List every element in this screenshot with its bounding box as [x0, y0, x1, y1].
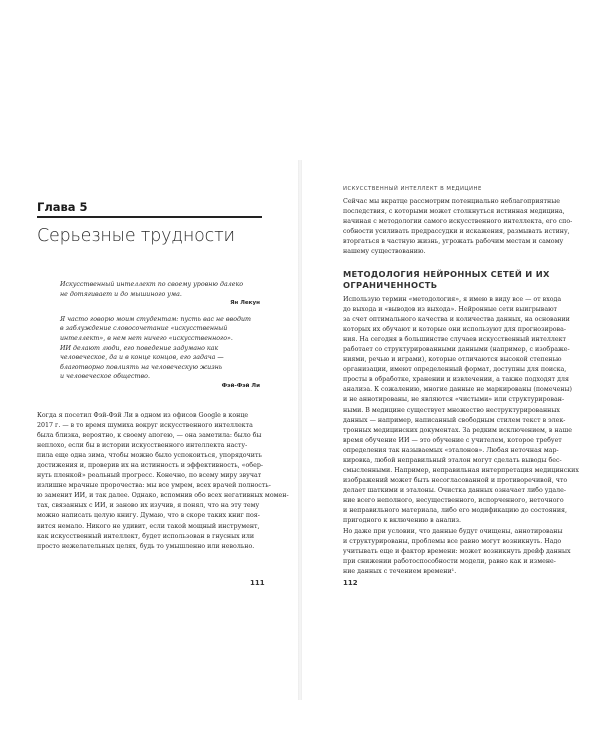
section-heading — [343, 269, 550, 291]
text-line: время обучение ИИ — это обучение с учителем, которое требует — [343, 436, 562, 444]
text-line: достижения и, проверив их на истинность и эффективность, «обер- — [37, 462, 263, 470]
text-line: за счет оптимального качества и количества данных, на основании — [343, 316, 570, 324]
text-line: как искусственный интеллект, будет использован в гнусных или — [37, 532, 255, 540]
text-line: последствия, с которыми может столкнуться истинная медицина, — [343, 208, 565, 216]
text-line: Когда я посетил Фэй-Фэй Ли в одном из офисов Google в конце — [37, 412, 249, 419]
epigraph-line: Я часто говорю моим студентам: пусть вас не вводит — [60, 315, 252, 323]
text-line: вторгаться в частную жизнь, угрожать рабочим местам и самому — [343, 238, 564, 246]
right-body-paragraph — [343, 295, 579, 526]
epigraph-author-2: Фэй-Фэй Ли — [221, 382, 260, 389]
text-line: тах, связанных с ИИ, и заново их изучив, я понял, что на эту тему — [37, 502, 260, 510]
text-line: тронных медицинских документах. За редким исключением, в наше — [343, 426, 573, 434]
epigraph-author-1: Ян Лекун — [230, 300, 260, 307]
text-line: пригодного к включению в анализ. — [343, 517, 462, 525]
text-line: 2017 г. — в то время шумиха вокруг искусственного интеллекта — [37, 422, 253, 430]
left-body-paragraph — [37, 411, 289, 552]
text-line: была близка, вероятно, к своему апогею, — она заметила: было бы — [37, 432, 262, 440]
text-line: ние всего неполного, несущественного, испорченного, неточного — [343, 496, 564, 504]
text-line: просто нежелательных целях, будь то умышленно или невольно. — [37, 542, 255, 550]
epigraph-quote-2 — [60, 315, 260, 382]
text-line: ниями, речью и играми), которые отличаются высокой степенью — [343, 356, 562, 364]
epigraph-line: и человеческое общество. — [60, 373, 150, 381]
text-line: изображений может быть несогласованной и противоречивой, что — [343, 476, 568, 484]
text-line: пила еще одна зима, чтобы можно было успокоиться, упорядочить — [37, 452, 262, 460]
text-line: начиная с методологии самого искусственного интеллекта, его спо- — [343, 218, 573, 226]
text-line: смысленными. Например, неправильная интерпретация медицинских — [343, 466, 579, 474]
text-line: нашему существованию. — [343, 248, 426, 256]
text-line: нуть пленкой» реальный прогресс. Конечно, по всему миру звучат — [37, 472, 262, 480]
chapter-title: Серьезные трудности — [37, 226, 235, 246]
text-line: ными. В медицине существует множество неструктурированных — [343, 406, 560, 414]
epigraph-line: человеческое, да и в конце концов, его задача — — [60, 354, 224, 362]
text-line: излишне мрачные пророчества: мы все умрем, всех врачей полность- — [37, 482, 271, 490]
text-line: собности усиливать предрассудки и искажения, размывать истину, — [343, 228, 570, 236]
epigraph-line: Искусственный интеллект по своему уровню далеко — [60, 281, 244, 288]
text-line: вится немало. Никого не удивит, если такой мощный инструмент, — [37, 522, 260, 530]
text-line: анализа. К сожалению, многие данные не маркированы (помечены) — [343, 386, 573, 394]
epigraph-line: ИИ делают люди, его поведение задумано как — [60, 344, 219, 352]
text-line: при снижении работоспособности модели, равно как и измене- — [343, 558, 556, 566]
epigraph-quote-1 — [60, 280, 260, 299]
epigraph-line: интеллект», в нем нет ничего «искусственного». — [60, 334, 233, 342]
text-line: работает со структурированными данными (например, с изображе- — [343, 346, 570, 354]
page-number-left: 111 — [250, 579, 265, 587]
text-line: делает шаткими и эталоны. Очистка данных означает либо удале- — [343, 486, 566, 494]
text-line: Сейчас мы вкратце рассмотрим потенциально неблагоприятные — [343, 198, 560, 205]
text-line: неплохо, если бы в истории искусственного интеллекта насту- — [37, 442, 248, 450]
page-number-right: 112 — [343, 579, 358, 587]
running-head: ИСКУССТВЕННЫЙ ИНТЕЛЛЕКТ В МЕДИЦИНЕ — [343, 186, 482, 192]
epigraph-line: благотворно повлиять на человеческую жизнь — [60, 363, 223, 371]
text-line: которых их обучают и которые они используют для прогнозирова- — [343, 326, 566, 334]
text-line: кировка, любой неправильный эталон могут сделать выводы бес- — [343, 456, 562, 464]
right-intro-paragraph — [343, 197, 573, 257]
text-line: Использую термин «методология», я имею в виду все — от входа — [343, 296, 562, 303]
text-line: данных — например, написанный свободным стилем текст в элек- — [343, 416, 566, 424]
text-line: и не аннотированы, не являются «чистыми» или структурирован- — [343, 396, 565, 404]
chapter-divider — [37, 216, 262, 218]
text-line: и структурированы, проблемы все равно могут возникнуть. Надо — [343, 538, 562, 546]
text-line: ю заменит ИИ, и так далее. Однако, вспомнив обо всех негативных момен- — [37, 492, 289, 500]
section-heading-line: МЕТОДОЛОГИЯ НЕЙРОННЫХ СЕТЕЙ И ИХ — [343, 269, 550, 279]
chapter-label: Глава 5 — [37, 200, 88, 214]
text-line: определения так называемых «эталонов». Любая неточная мар- — [343, 446, 559, 454]
text-line: Но даже при условии, что данные будут очищены, аннотированы — [343, 528, 563, 535]
text-line: ния. На сегодня в большинстве случаев искусственный интеллект — [343, 336, 567, 344]
epigraph-line: не дотягивает и до мышиного ума. — [60, 290, 182, 298]
text-line: учитывать еще и фактор времени: может возникнуть дрейф данных — [343, 548, 571, 556]
section-heading-line: ОГРАНИЧЕННОСТЬ — [343, 280, 438, 290]
epigraph — [60, 280, 260, 398]
text-line: можно написать целую книгу. Думаю, что в скоре таких книг поя- — [37, 512, 260, 520]
text-line: просты в обработке, хранении и извлечении, а также подходят для — [343, 376, 569, 384]
right-body-paragraph-2 — [343, 527, 571, 577]
text-line: организации, имеют определенный формат, доступны для поиска, — [343, 366, 567, 374]
text-line: и неправильного материала, либо его модификацию до состояния, — [343, 506, 567, 514]
text-line: до выхода и «выводов из выхода». Нейронные сети выигрывают — [343, 306, 558, 314]
text-line: ние данных с течением времени¹. — [343, 568, 457, 576]
epigraph-line: в заблуждение словосочетание «искусственный — [60, 325, 228, 333]
